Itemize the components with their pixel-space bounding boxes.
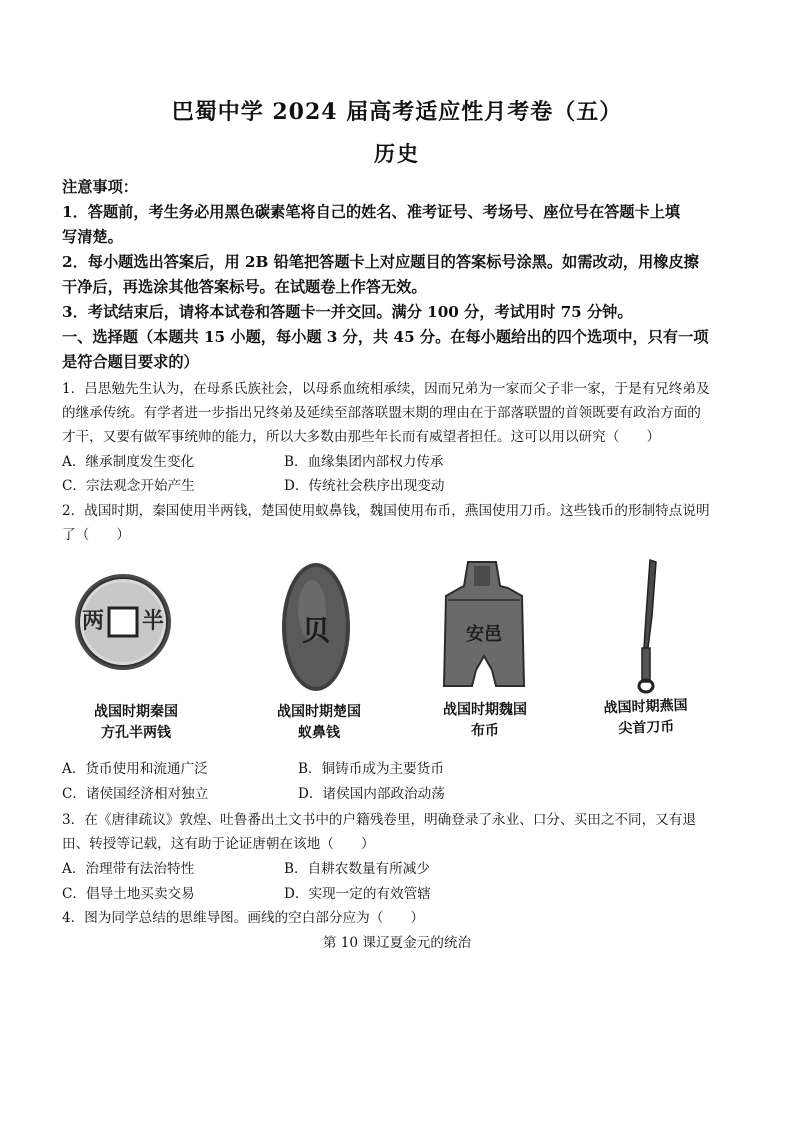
caption-line: 尖首刀币	[618, 719, 675, 737]
caption-line: 战国时期魏国	[443, 702, 527, 718]
q2-option-b: B．铜铸币成为主要货币	[298, 761, 444, 777]
caption-line: 战国时期秦国	[94, 704, 178, 720]
q3-option-c: C．倡导土地买卖交易	[62, 886, 195, 902]
exam-title: 巴蜀中学 2024 届高考适应性月考卷（五）	[171, 99, 623, 125]
q1-option-a: A．继承制度发生变化	[62, 454, 195, 470]
notice-line: 1．答题前，考生务必用黑色碳素笔将自己的姓名、准考证号、考场号、座位号在答题卡上填	[62, 203, 681, 221]
coin-inscription-anyi: 安邑	[466, 624, 502, 645]
caption-line: 方孔半两钱	[101, 725, 171, 741]
notice-heading: 注意事项：	[62, 178, 138, 196]
subject-title: 历史	[374, 141, 420, 166]
caption-line: 战国时期楚国	[277, 704, 361, 720]
mindmap-title: 第 10 课辽夏金元的统治	[322, 935, 472, 951]
notice-line: 3．考试结束后，请将本试卷和答题卡一并交回。满分 100 分，考试用时 75 分钟。	[62, 303, 633, 321]
q1-option-b: B．血缘集团内部权力传承	[284, 454, 444, 470]
q1-stem: 才干，又要有做军事统帅的能力，所以大多数由那些年长而有威望者担任。这可以用以研究（ ）	[62, 429, 661, 445]
coin-inscription-liang: 两	[81, 608, 105, 634]
notice-line: 干净后，再选涂其他答案标号。在试题卷上作答无效。	[62, 278, 427, 296]
q1-option-c: C．宗法观念开始产生	[62, 478, 195, 494]
q1-stem: 1．吕思勉先生认为，在母系氏族社会，以母系血统相承续，因而兄弟为一家而父子非一家，于是有兄终弟及	[62, 381, 710, 397]
q4-stem: 4．图为同学总结的思维导图。画线的空白部分应为（ ）	[62, 910, 425, 926]
figure-caption-chu	[259, 702, 379, 744]
q3-stem: 3．在《唐律疏议》敦煌、吐鲁番出土文书中的户籍残卷里，明确登录了永业、口分、买田之不同，又有退	[62, 812, 696, 828]
q1-option-d: D．传统社会秩序出现变动	[284, 478, 445, 494]
caption-line: 蚁鼻钱	[298, 725, 340, 741]
section-heading: 是符合题目要求的）	[62, 353, 199, 371]
q3-stem: 田、转授等记载，这有助于论证唐朝在该地（ ）	[62, 836, 375, 852]
section-heading: 一、选择题（本题共 15 小题，每小题 3 分，共 45 分。在每小题给出的四个选项中，只有一项	[62, 328, 709, 346]
wei-bubi-coin-image	[438, 560, 530, 690]
q3-option-d: D．实现一定的有效管辖	[284, 886, 431, 902]
figure-caption-yan	[585, 695, 706, 741]
q2-option-d: D．诸侯国内部政治动荡	[298, 786, 445, 802]
coin-inscription-ban: 半	[141, 608, 165, 634]
q3-option-a: A．治理带有法治特性	[62, 861, 195, 877]
figure-caption-wei	[425, 700, 545, 742]
yan-knife-coin-image	[620, 556, 670, 696]
q1-stem: 的继承传统。有学者进一步指出兄终弟及延续至部落联盟末期的理由在于部落联盟的首领既要有政治方面的	[62, 405, 701, 421]
caption-line: 战国时期燕国	[603, 697, 688, 717]
q2-stem: 2．战国时期，秦国使用半两钱，楚国使用蚁鼻钱，魏国使用布币，燕国使用刀币。这些钱币的形制特点说明	[62, 503, 710, 519]
caption-line: 布币	[471, 723, 499, 739]
q2-option-a: A．货币使用和流通广泛	[62, 761, 208, 777]
figure-caption-qin	[76, 702, 196, 744]
coin-inscription-bei: 贝	[301, 614, 331, 647]
q3-option-b: B．自耕农数量有所减少	[284, 861, 430, 877]
q2-stem: 了（ ）	[62, 527, 130, 543]
qin-banliang-coin-image	[73, 562, 173, 682]
notice-line: 2．每小题选出答案后，用 2B 铅笔把答题卡上对应题目的答案标号涂黑。如需改动，用橡皮擦	[62, 253, 699, 271]
q2-option-c: C．诸侯国经济相对独立	[62, 786, 209, 802]
chu-yibi-coin-image	[276, 560, 356, 695]
notice-line: 写清楚。	[62, 228, 123, 246]
